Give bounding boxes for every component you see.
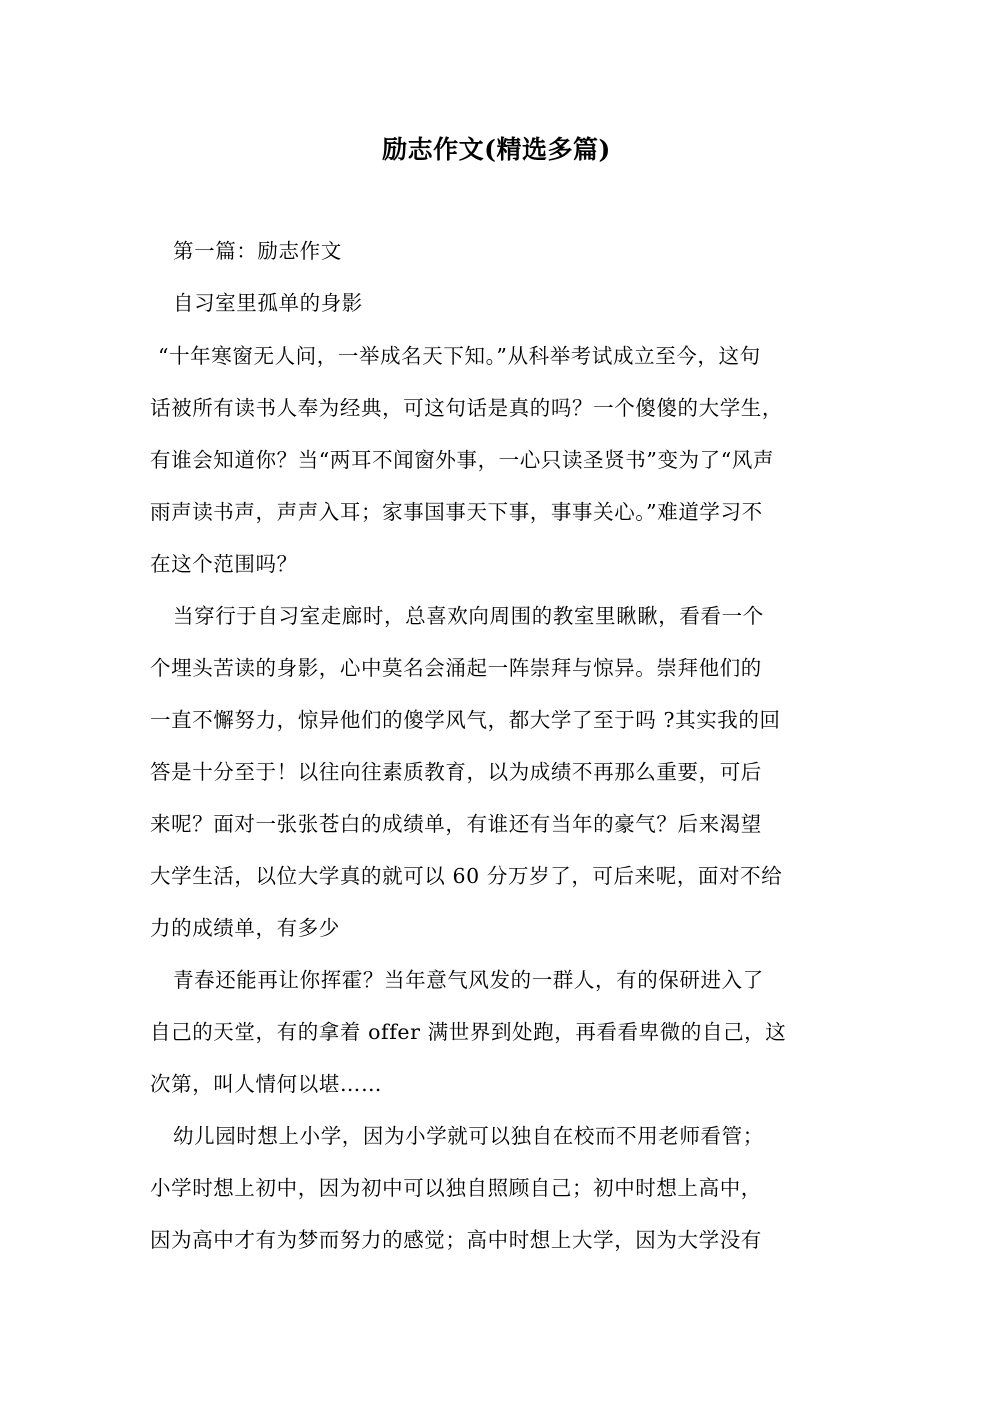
paragraph-line: 来呢？面对一张张苍白的成绩单，有谁还有当年的豪气？后来渴望 — [150, 812, 762, 836]
document-title: 励志作文(精选多篇) — [382, 135, 611, 164]
paragraph-line: 答是十分至于！以往向往素质教育，以为成绩不再那么重要，可后 — [150, 760, 762, 784]
paragraph-line: 话被所有读书人奉为经典，可这句话是真的吗？一个傻傻的大学生， — [150, 396, 783, 420]
paragraph-line: 幼儿园时想上小学，因为小学就可以独自在校而不用老师看管； — [173, 1124, 764, 1148]
paragraph-line: “十年寒窗无人问，一举成名天下知。”从科举考试成立至今，这句 — [158, 344, 761, 368]
paragraph-line: 大学生活，以位大学真的就可以 60 分万岁了，可后来呢，面对不给 — [150, 864, 783, 888]
paragraph-line: 小学时想上初中，因为初中可以独自照顾自己；初中时想上高中， — [150, 1176, 762, 1200]
paragraph-line: 青春还能再让你挥霍？当年意气风发的一群人，有的保研进入了 — [173, 968, 764, 992]
paragraph-line: 自己的天堂，有的拿着 offer 满世界到处跑，再看看卑微的自己，这 — [150, 1020, 787, 1044]
paragraph-line: 力的成绩单，有多少 — [150, 916, 340, 940]
paragraph-line: 次第，叫人情何以堪…… — [150, 1072, 383, 1096]
paragraph-line: 有谁会知道你？当“两耳不闻窗外事，一心只读圣贤书”变为了“风声 — [150, 448, 775, 472]
article-title: 自习室里孤单的身影 — [173, 291, 363, 315]
paragraph-line: 当穿行于自习室走廊时，总喜欢向周围的教室里瞅瞅，看看一个 — [173, 604, 764, 628]
section-heading: 第一篇：励志作文 — [173, 239, 342, 263]
paragraph-line: 雨声读书声，声声入耳；家事国事天下事，事事关心。”难道学习不 — [150, 500, 763, 524]
paragraph-line: 个埋头苦读的身影，心中莫名会涌起一阵崇拜与惊异。崇拜他们的 — [150, 656, 762, 680]
paragraph-line: 因为高中才有为梦而努力的感觉；高中时想上大学，因为大学没有 — [150, 1228, 762, 1252]
paragraph-line: 在这个范围吗？ — [150, 552, 298, 576]
paragraph-line: 一直不懈努力，惊异他们的傻学风气，都大学了至于吗 ?其实我的回 — [150, 708, 781, 732]
